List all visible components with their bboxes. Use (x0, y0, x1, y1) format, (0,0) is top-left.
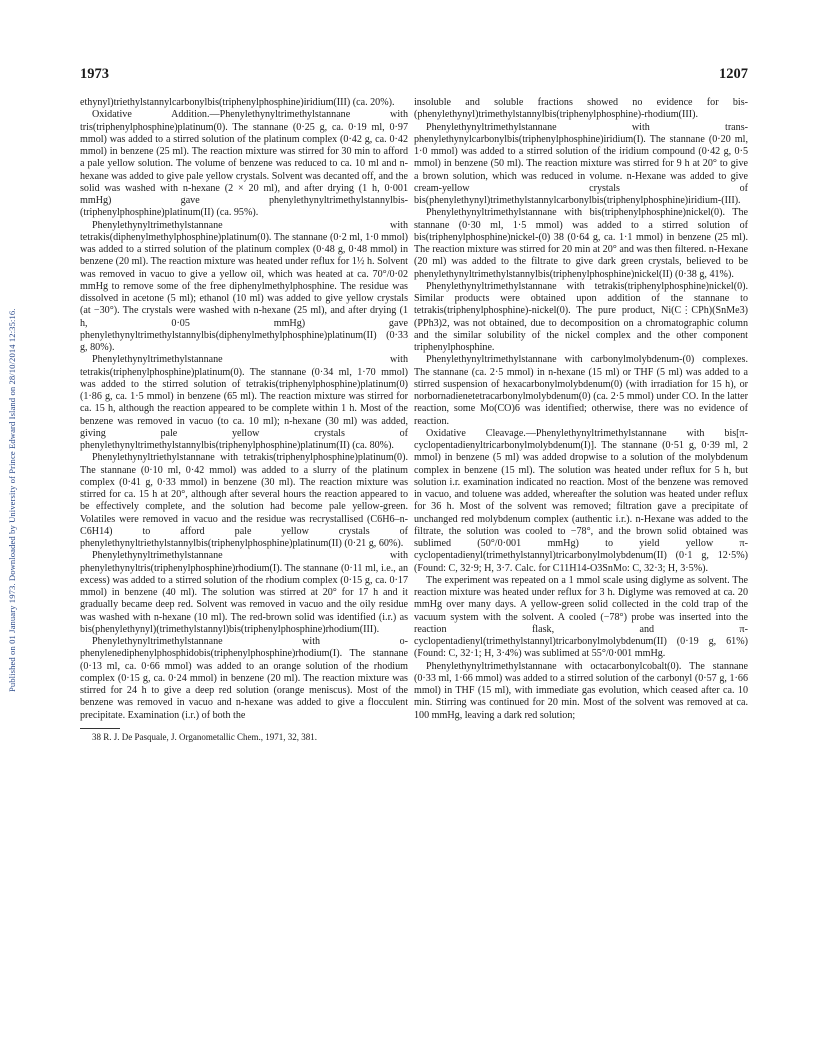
paragraph: ethynyl)triethylstannylcarbonylbis(triphenylphosphine)iridium(III) (ca. 20%). (80, 97, 395, 108)
paragraph: Phenylethynyltrimethylstannane with o-phenylenediphenylphosphidobis(triphenylphosphine)rhodium(I). The stannane (0·13 ml, ca. 0·66 mmol) was added to an orange solution of the rhodium complex (0·15 g, ca. 0·24 mmol) in benzene (20 ml). The reaction mixture was stirred for 24 h to give a deep red solution (orange meniscus). Most of the benzene was removed in vacuo and n-hexane was added to give a flocculent precipitate. Examination (i.r.) of both the (80, 636, 408, 721)
paragraph: Oxidative Cleavage.—Phenylethynyltrimethylstannane with bis[π-cyclopentadienyltricarbonylmolybdenum(I)]. The stannane (0·51 g, 0·39 ml, 2 mmol) in benzene (5 ml) was added dropwise to a solution of the molybdenum complex in benzene (15 ml). The solution was heated under reflux for 5 h, but solution i.r. examination indicated no reaction. Most of the benzene was removed in vacuo, and toluene was added, whereafter the solution was heated under reflux for 36 h. Most of the solvent was removed; filtration gave a precipitate of unchanged red molybdenum complex (authentic i.r.). n-Hexane was added to the filtrate, the solution was cooled to −78°, and the brown solid obtained was sublimed (50°/0·001 mmHg) to yield yellow π-cyclopentadienyl(trimethylstannyl)tricarbonylmolybdenum(II) (0·1 g, 12·5%) (Found: C, 32·9; H, 3·7. Calc. for C11H14-O3SnMo: C, 32·3; H, 3·5%). (414, 427, 748, 574)
paragraph: Phenylethynyltrimethylstannane with tetrakis(triphenylphosphine)nickel(0). Similar products were obtained upon addition of the stannane to tetrakis(triphenylphosphine)-nickel(0). The pure product, Ni(C⋮CPh)(SnMe3)(PPh3)2, was not obtained, due to decomposition on a chromatographic column and the similar solubility of the nickel complex and the other component triphenylphosphine. (414, 280, 748, 353)
paragraph: insoluble and soluble fractions showed no evidence for bis-(phenylethynyl)trimethylstannylbis(triphenylphosphine)-rhodium(III). (414, 97, 748, 121)
download-notice: Published on 01 January 1973. Downloaded by University of Prince Edward Island on 28/10/2014 12:35:16. (7, 308, 17, 692)
left-column (80, 97, 408, 743)
footnote-rule (80, 728, 120, 729)
page-header (80, 66, 748, 86)
paragraph: Phenylethynyltrimethylstannane with tetrakis(triphenylphosphine)platinum(0). The stannane (0·34 ml, 1·70 mmol) was added to the stirred solution of tetrakis(triphenylphosphine)platinum(0) (1·86 g, ca. 1·5 mmol) in benzene (65 ml). The reaction mixture was stirred for ca. 15 h, although the reaction appeared to be complete within 1 h. Most of the benzene was removed in vacuo (to ca. 10 ml); n-hexane (30 ml) was added, giving pale yellow crystals of phenylethynyltrimethylstannylbis(triphenylphosphine)platinum(II) (ca. 80%). (80, 354, 408, 451)
page-number: 1207 (719, 66, 748, 82)
paragraph: Phenylethynyltriethylstannane with tetrakis(triphenylphosphine)platinum(0). The stannane (0·10 ml, 0·42 mmol) was added to a slurry of the platinum complex (0·41 g, 0·33 mmol) in benzene (30 ml). The reaction mixture was stirred for ca. 15 h at 20°, although after several hours the reaction appeared to be effectively complete, and the solution had become pale yellow-green. Volatiles were removed in vacuo and the residue was recrystallised (C6H6–n-C6H14) to afford pale yellow crystals of phenylethynyltriethylstannylbis(triphenylphosphine)platinum(II) (0·21 g, 60%). (80, 452, 408, 549)
footnote: 38 R. J. De Pasquale, J. Organometallic Chem., 1971, 32, 381. (92, 731, 318, 742)
paragraph: Phenylethynyltrimethylstannane with tetrakis(diphenylmethylphosphine)platinum(0). The stannane (0·2 ml, 1·0 mmol) was added to a stirred solution of the platinum complex (0·48 g, 0·48 mmol) in benzene (20 ml). The reaction mixture was heated under reflux for 1½ h. Solvent was removed in vacuo to give a yellow oil, which was heated at ca. 70°/0·02 mmHg to remove some of the free diphenylmethylphosphine. The residue was dissolved in acetone (5 ml); ethanol (10 ml) was added to give yellow crystals (at −30°). The crystals were washed with n-hexane (25 ml), and after drying (1 h, 0·05 mmHg) gave phenylethynyltrimethylstannylbis(diphenylmethylphosphine)platinum(II) (0·33 g, 80%). (80, 219, 408, 353)
paragraph: Phenylethynyltrimethylstannane with phenylethynyltris(triphenylphosphine)rhodium(I). The stannane (0·11 ml, i.e., an excess) was added to a stirred solution of the rhodium complex (0·15 g, ca. 0·17 mmol) in benzene (40 ml). The solution was stirred at 20° for 17 h and it gradually became deep red. Solvent was removed in vacuo and the oily residue was washed with n-hexane (10 ml). The red-brown solid was identified (i.r.) as bis(phenylethynyl)(trimethylstannyl)bis(triphenylphosphine)rhodium(III). (80, 550, 408, 635)
paragraph: Oxidative Addition.—Phenylethynyltrimethylstannane with tris(triphenylphosphine)platinum(0). The stannane (0·25 g, ca. 0·19 ml, 0·97 mmol) was added to a stirred solution of the platinum complex (0·42 g, ca. 0·42 mmol) in benzene (25 ml). The reaction mixture was stirred for 30 min to afford a pale yellow solution. The volume of benzene was reduced to ca. 10 ml and n-hexane was added to give pale yellow crystals. Solvent was decanted off, and the solid was washed with n-hexane (2 × 20 ml), and after drying (1 h, 0·001 mmHg) gave phenylethynyltrimethylstannylbis-(triphenylphosphine)platinum(II) (ca. 95%). (80, 109, 408, 219)
paragraph: Phenylethynyltrimethylstannane with carbonylmolybdenum-(0) complexes. The stannane (ca. 2·5 mmol) in n-hexane (15 ml) or THF (5 ml) was added to a stirred suspension of hexacarbonylmolybdenum(0) (with irradiation for 15 h), or norbornadienetetracarbonylmolybdenum(0) (ca. 2·5 mmol) under CO. In the latter reaction, some Mo(CO)6 was identified; otherwise, there was no evidence of reaction. (414, 354, 748, 427)
paragraph: The experiment was repeated on a 1 mmol scale using diglyme as solvent. The reaction mixture was heated under reflux for 3 h. Diglyme was removed at ca. 20 mmHg over many days. A yellow-green solid collected in the cold trap of the vacuum system with the solvent. A cooled (−78°) probe was inserted into the reaction flask, and π-cyclopentadienyl(trimethylstannyl)tricarbonylmolybdenum(II) (0·19 g, 61%) (Found: C, 32·1; H, 3·4%) was sublimed at 55°/0·001 mmHg. (414, 574, 748, 660)
paragraph: Phenylethynyltrimethylstannane with bis(triphenylphosphine)nickel(0). The stannane (0·30 ml, 1·5 mmol) was added to a stirred solution of bis(triphenylphosphine)nickel-(0) 38 (0·64 g, ca. 1·1 mmol) in benzene (25 ml). The reaction mixture was stirred for 20 min at 20° and was then filtered. n-Hexane (20 ml) was added to the filtrate to give dark green crystals, believed to be phenylethynyltrimethylstannylbis(triphenylphosphine)nickel(II) (0·38 g, 41%). (414, 207, 748, 280)
right-column (414, 97, 748, 722)
paragraph: Phenylethynyltrimethylstannane with octacarbonylcobalt(0). The stannane (0·33 ml, 1·66 mmol) was added to a stirred solution of the carbonyl (0·57 g, 1·66 mmol) in THF (15 ml), with immediate gas evolution, which ceased after ca. 10 min. Stirring was continued for 20 min. Most of the solvent was removed at ca. 100 mmHg, leaving a dark red solution; (414, 660, 748, 721)
paragraph: Phenylethynyltrimethylstannane with trans-phenylethynylcarbonylbis(triphenylphosphine)iridium(I). The stannane (0·20 ml, 1·0 mmol) was added to a stirred solution of the iridium compound (0·42 g, 0·5 mmol) in benzene (50 ml). The reaction mixture was stirred for 9 h at 20° to give a brown solution, which was reduced in volume. n-Hexane was added to give cream-yellow crystals of bis(phenylethynyl)trimethylstannylcarbonylbis(triphenylphosphine)iridium-(III). (414, 121, 748, 206)
journal-year: 1973 (80, 66, 109, 82)
